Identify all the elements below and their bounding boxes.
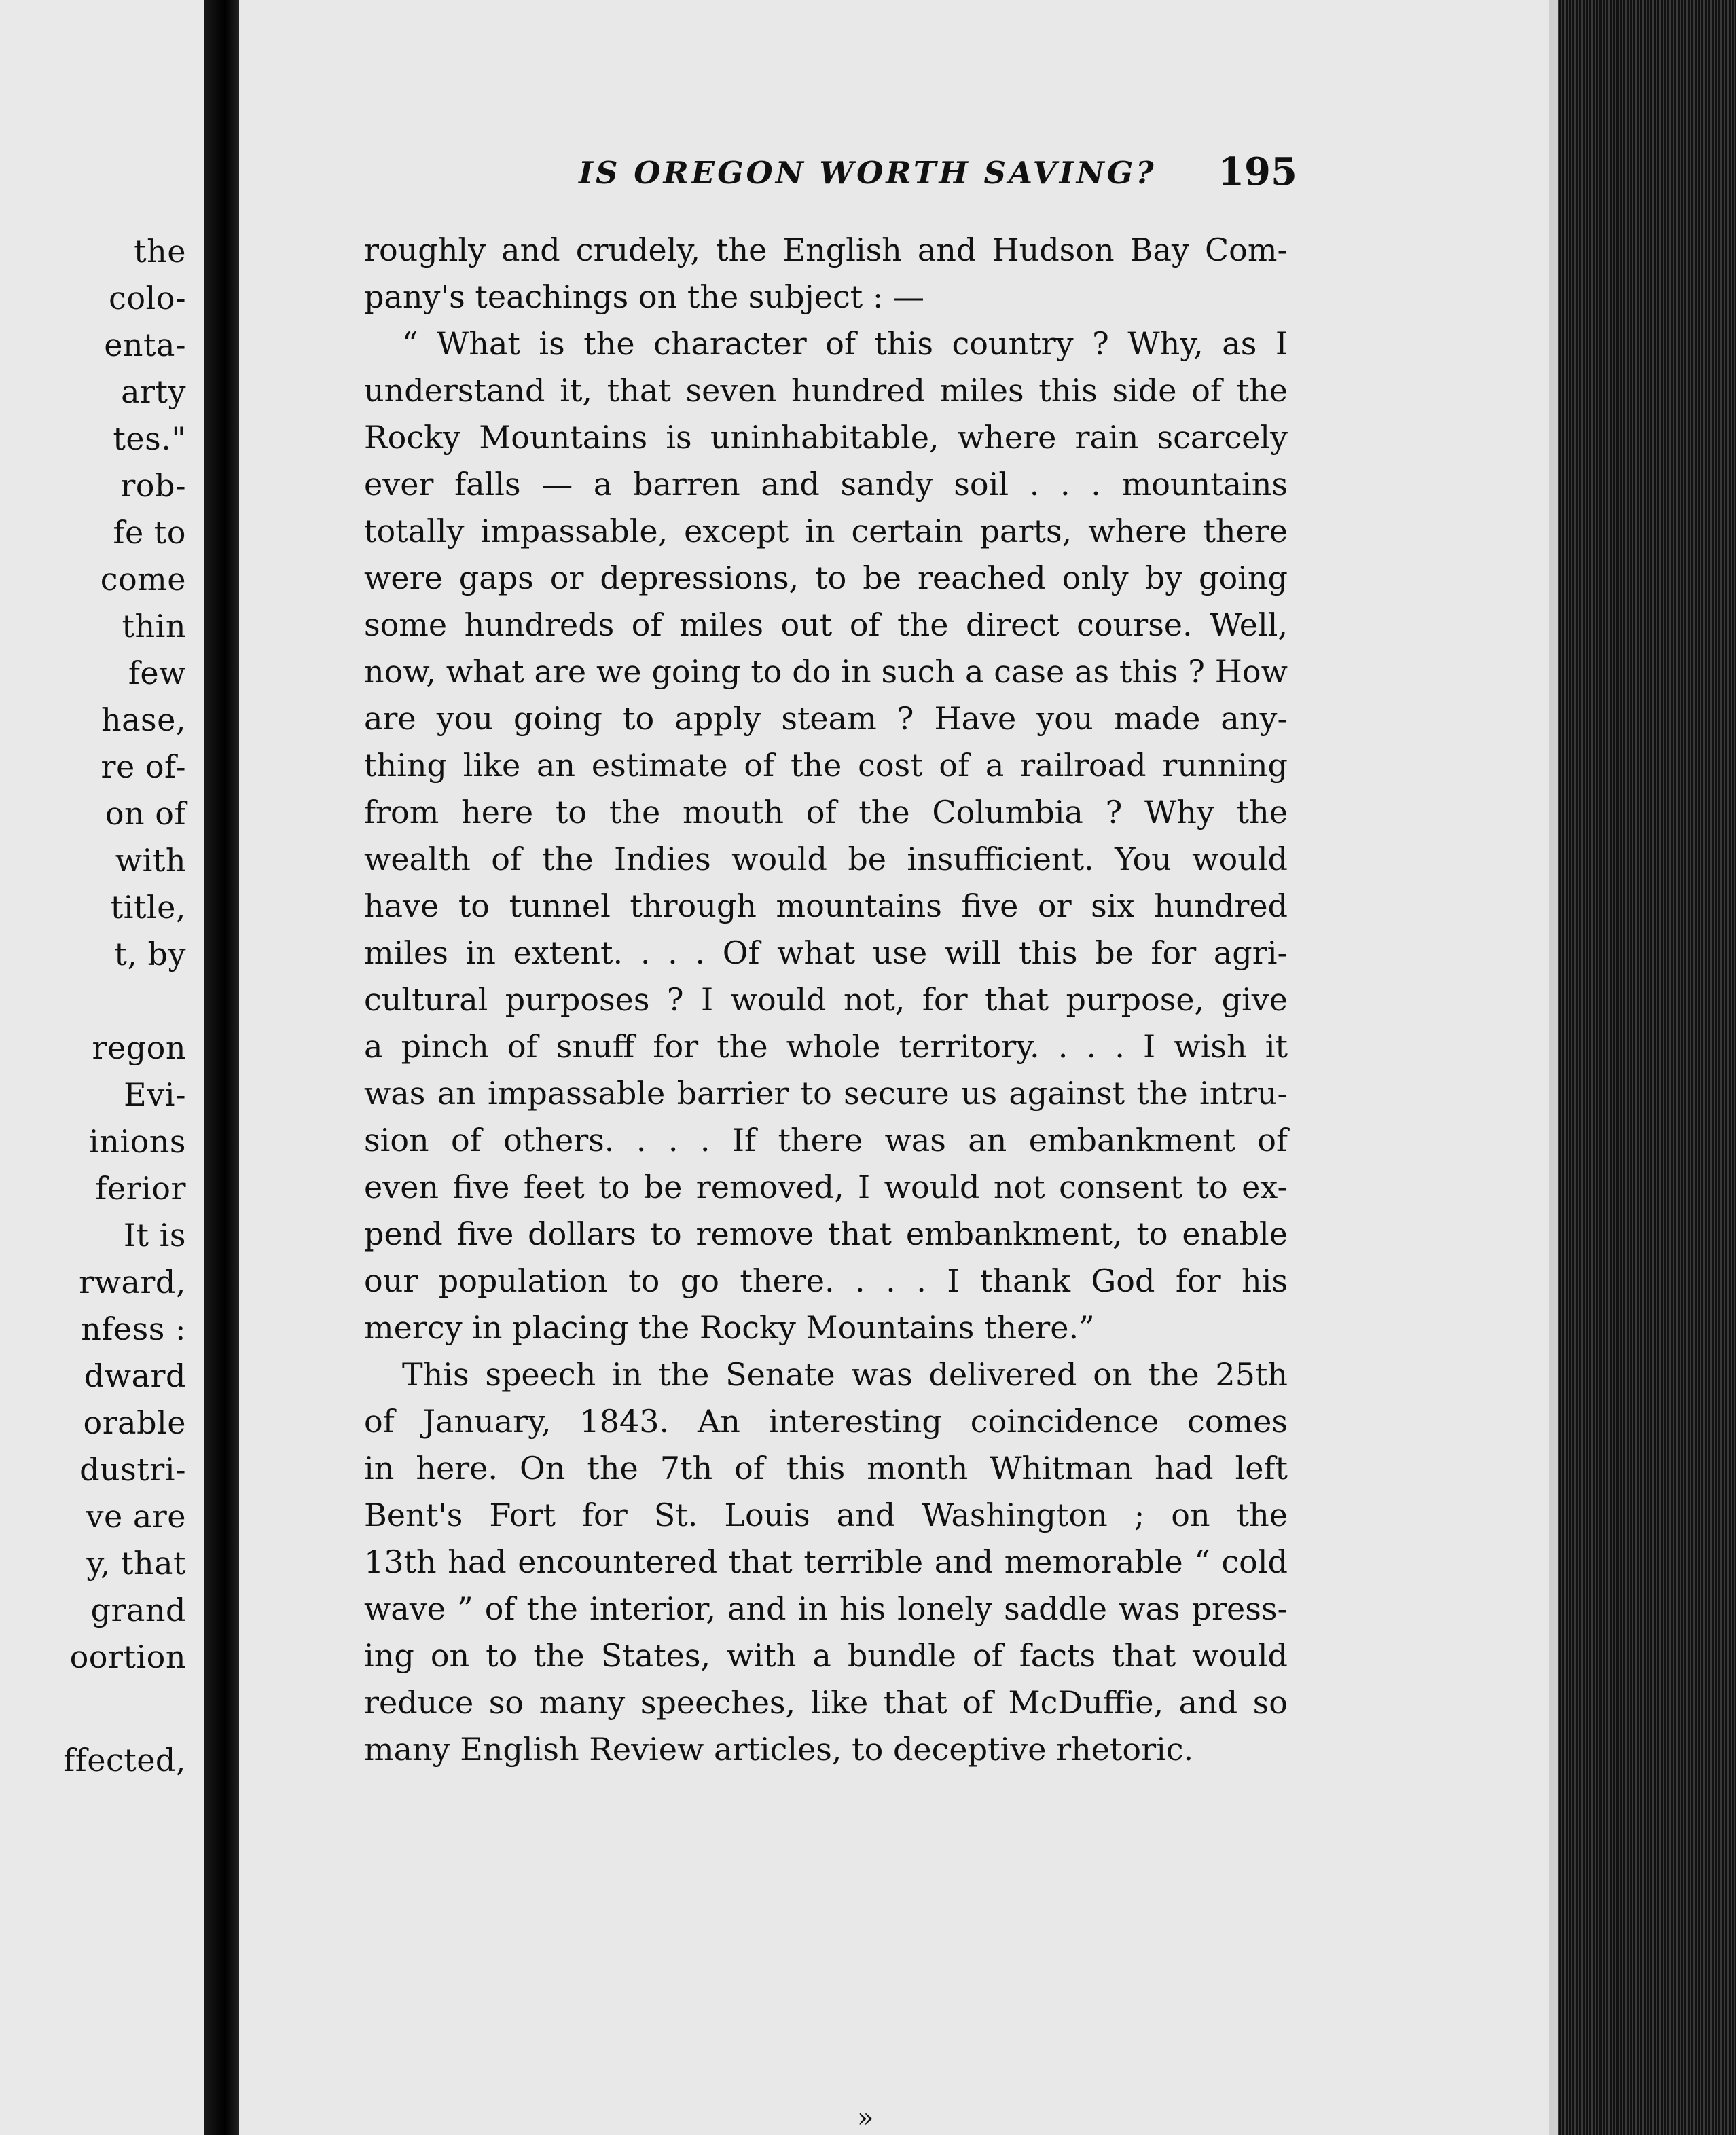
text-line: 13th had encountered that terrible and memorable “ cold <box>364 1544 1288 1580</box>
text-line: a pinch of snuff for the whole territory. . . . I wish it <box>364 1028 1288 1065</box>
running-title: IS OREGON WORTH SAVING? <box>579 155 1157 191</box>
text-line: were gaps or depressions, to be reached only by going <box>364 560 1288 596</box>
facing-line: nfess : <box>81 1311 186 1347</box>
text-line: was an impassable barrier to secure us against the intru- <box>364 1075 1288 1112</box>
facing-line: t, by <box>114 936 186 972</box>
text-line: have to tunnel through mountains five or six hundred <box>364 888 1288 924</box>
text-line: wealth of the Indies would be insufficient. You would <box>364 841 1288 877</box>
facing-line: dustri- <box>79 1451 186 1488</box>
page-number: 195 <box>1218 149 1297 194</box>
facing-line: few <box>128 655 186 691</box>
text-line: reduce so many speeches, like that of McDuffie, and so <box>364 1684 1288 1721</box>
facing-line: dward <box>84 1357 186 1394</box>
text-line: our population to go there. . . . I thank God for his <box>364 1262 1288 1299</box>
text-line: roughly and crudely, the English and Hudson Bay Com- <box>364 232 1288 268</box>
facing-page <box>0 0 206 2135</box>
facing-line: come <box>100 561 186 598</box>
text-line: cultural purposes ? I would not, for that purpose, give <box>364 981 1288 1018</box>
text-line: from here to the mouth of the Columbia ? Why the <box>364 794 1288 831</box>
text-line: many English Review articles, to deceptive rhetoric. <box>364 1731 1194 1768</box>
text-line: “ What is the character of this country ? Why, as I <box>402 325 1288 362</box>
facing-line: ferior <box>95 1170 186 1207</box>
text-line: some hundreds of miles out of the direct course. Well, <box>364 606 1288 643</box>
page-edges <box>1549 0 1736 2135</box>
text-line: now, what are we going to do in such a case as this ? How <box>364 653 1288 690</box>
facing-line: with <box>115 842 186 879</box>
facing-line: re of- <box>101 748 186 785</box>
text-line: understand it, that seven hundred miles this side of the <box>364 372 1288 409</box>
facing-line: on of <box>105 795 186 832</box>
text-line: This speech in the Senate was delivered on the 25th <box>402 1356 1288 1393</box>
text-line: pany's teachings on the subject : — <box>364 278 924 315</box>
facing-line: fe to <box>113 514 186 551</box>
text-line: Rocky Mountains is uninhabitable, where rain scarcely <box>364 419 1288 456</box>
text-line: of January, 1843. An interesting coincidence comes <box>364 1403 1288 1440</box>
text-line: miles in extent. . . . Of what use will this be for agri- <box>364 934 1288 971</box>
facing-line: the <box>134 233 186 270</box>
text-line: thing like an estimate of the cost of a railroad running <box>364 747 1288 784</box>
facing-line: arty <box>121 373 186 410</box>
facing-line: hase, <box>101 701 186 738</box>
facing-line: rob- <box>120 467 186 504</box>
facing-line: Evi- <box>124 1076 186 1113</box>
facing-line: y, that <box>86 1545 186 1582</box>
facing-line: enta- <box>104 327 186 363</box>
facing-line: grand <box>90 1592 186 1628</box>
facing-line: colo- <box>109 280 186 316</box>
text-line: mercy in placing the Rocky Mountains there.” <box>364 1309 1095 1346</box>
facing-line: inions <box>89 1123 186 1160</box>
text-line: pend five dollars to remove that embankment, to enable <box>364 1216 1288 1252</box>
facing-line: ffected, <box>63 1742 186 1778</box>
facing-line: title, <box>110 889 186 926</box>
text-line: Bent's Fort for St. Louis and Washington ; on the <box>364 1497 1288 1533</box>
text-line: totally impassable, except in certain parts, where there <box>364 513 1288 549</box>
facing-line: orable <box>83 1404 186 1441</box>
facing-line: rward, <box>79 1264 186 1300</box>
facing-line: thin <box>122 608 186 644</box>
page-edge-highlight <box>1549 0 1558 2135</box>
running-header <box>326 151 1297 198</box>
text-line: even five feet to be removed, I would not consent to ex- <box>364 1169 1288 1205</box>
footer-mark: » <box>857 2102 874 2134</box>
facing-line: oortion <box>69 1639 186 1675</box>
body-text <box>364 227 1288 1773</box>
facing-line: ve are <box>86 1498 186 1535</box>
facing-line: tes." <box>113 420 186 457</box>
text-line: ing on to the States, with a bundle of facts that would <box>364 1637 1288 1674</box>
text-line: ever falls — a barren and sandy soil . . . mountains <box>364 466 1288 503</box>
book-gutter <box>204 0 239 2135</box>
text-line: sion of others. . . . If there was an embankment of <box>364 1122 1288 1158</box>
text-line: are you going to apply steam ? Have you made any- <box>364 700 1288 737</box>
text-line: wave ” of the interior, and in his lonely saddle was press- <box>364 1590 1288 1627</box>
facing-line: It is <box>123 1217 186 1254</box>
text-line: in here. On the 7th of this month Whitman had left <box>364 1450 1288 1486</box>
facing-line: regon <box>92 1029 186 1066</box>
